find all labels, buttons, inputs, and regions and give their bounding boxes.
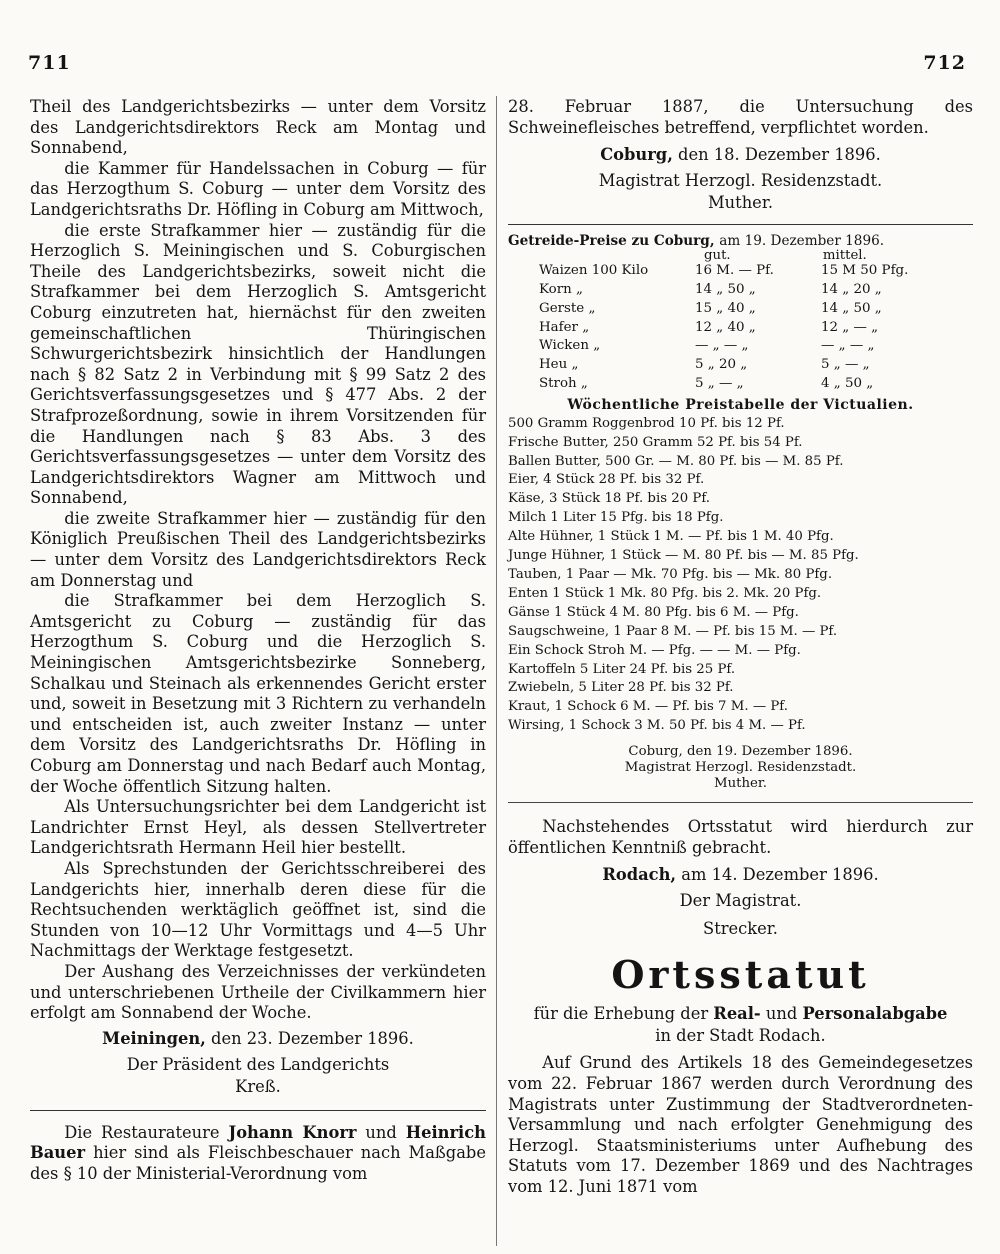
paragraph: 28. Februar 1887, die Untersuchung des Schweinefleisches betreffend, verpflichtet worden. (508, 97, 973, 137)
signature-name: Kreß. (235, 1076, 281, 1096)
person-names: Johann Knorr (228, 1122, 357, 1142)
ordinance-subtitle (508, 1003, 973, 1025)
signature-date: den 18. Dezember 1896. (678, 145, 881, 165)
person-names: Heinrich Bauer (30, 1122, 486, 1163)
signature-place: Meiningen, (102, 1028, 206, 1048)
text-run: Personalabgabe (802, 1004, 948, 1024)
grain-price-table (536, 262, 964, 394)
page-number-left: 711 (28, 52, 71, 74)
victual-price-line: Käse, 3 Stück 18 Pf. bis 20 Pf. (508, 491, 711, 507)
grain-price-title (508, 233, 973, 249)
paragraph: Als Untersuchungsrichter bei dem Landgericht ist Landrichter Ernst Heyl, als dessen Stellvertreter Landgerichtsrath Hermann Heil hier bestellt. (30, 797, 486, 858)
signature-body: Magistrat Herzogl. Residenzstadt. (598, 171, 883, 191)
grain-item: Wicken „ (539, 338, 601, 354)
price-medium: 12 „ — „ (821, 319, 879, 335)
price-medium: 5 „ — „ (821, 357, 870, 373)
text-run: hier sind als Fleischbeschauer nach Maßgabe des § 10 der Ministerial-Verordnung vom (30, 1143, 486, 1183)
text-run: und (365, 1122, 397, 1142)
signature-place: Rodach, (602, 865, 677, 885)
grain-price-row (536, 375, 964, 394)
left-column (30, 97, 486, 1185)
signature-place-date (30, 1028, 486, 1050)
ordinance-subtitle-line2: in der Stadt Rodach. (655, 1026, 826, 1046)
paragraph: Nachstehendes Ortsstatut wird hierdurch zur öffentlichen Kenntniß gebracht. (508, 817, 973, 857)
grain-price-row (536, 281, 964, 300)
price-medium: 15 M 50 Pfg. (821, 263, 909, 279)
victual-price-line: Ein Schock Stroh M. — Pfg. — — M. — Pfg. (508, 642, 801, 658)
victual-price-line: Milch 1 Liter 15 Pfg. bis 18 Pfg. (508, 510, 724, 526)
signature-date: den 23. Dezember 1896. (211, 1028, 414, 1048)
right-column (508, 97, 973, 1198)
text-run: Die Restaurateure (64, 1122, 220, 1142)
grain-price-row (536, 262, 964, 281)
signature-title: Der Präsident des Landgerichts (126, 1054, 390, 1074)
victual-price-line: Tauben, 1 Paar — Mk. 70 Pfg. bis — Mk. 80 Pfg. (508, 567, 833, 583)
page-number-right: 712 (923, 52, 966, 74)
victual-price-line: Enten 1 Stück 1 Mk. 80 Pfg. bis 2. Mk. 20 Pfg. (508, 585, 822, 601)
price-good: 5 „ — „ (695, 375, 744, 391)
victual-price-line: 500 Gramm Roggenbrod 10 Pf. bis 12 Pf. (508, 415, 785, 431)
grain-item: Waizen 100 Kilo (539, 263, 649, 279)
column-header-mittel: mittel. (822, 248, 867, 264)
ordinance-title: Ortsstatut (611, 952, 870, 998)
signature-date: am 14. Dezember 1896. (681, 865, 879, 885)
signature-name: Muther. (713, 776, 768, 792)
price-medium: 14 „ 50 „ (821, 300, 882, 316)
victual-price-line: Zwiebeln, 5 Liter 28 Pf. bis 32 Pf. (508, 680, 734, 696)
victual-price-line: Frische Butter, 250 Gramm 52 Pf. bis 54 Pf. (508, 434, 803, 450)
price-good: 12 „ 40 „ (695, 319, 756, 335)
grain-item: Stroh „ (539, 375, 588, 391)
paragraph: Als Sprechstunden der Gerichtsschreiberei des Landgerichts hier, innerhalb deren diese für die Rechtsuchenden werktäglich geöffnet ist, sind die Stunden von 10—12 Uhr Vormittags und 4—5 Uhr Nachmittags der Werktage festgesetzt. (30, 858, 486, 961)
signature-name: Muther. (708, 193, 773, 213)
victuals-table-title: Wöchentliche Preistabelle der Victualien. (567, 396, 914, 413)
paragraph: Theil des Landgerichtsbezirks — unter dem Vorsitz des Landgerichtsdirektors Reck am Montag und Sonnabend, (30, 97, 486, 158)
paragraph: die zweite Strafkammer hier — zuständig für den Königlich Preußischen Theil des Landgerichtsbezirks — unter dem Vorsitz des Landgerichtsdirektors Reck am Donnerstag und (30, 508, 486, 590)
grain-item: Hafer „ (539, 319, 590, 335)
text-run: für die Erhebung der (533, 1004, 709, 1024)
grain-item: Korn „ (539, 281, 583, 297)
price-medium: 14 „ 20 „ (821, 281, 882, 297)
price-good: 14 „ 50 „ (695, 281, 756, 297)
victual-price-line: Junge Hühner, 1 Stück — M. 80 Pf. bis — M. 85 Pfg. (508, 548, 859, 564)
victual-price-line: Kraut, 1 Schock 6 M. — Pf. bis 7 M. — Pf. (508, 699, 788, 715)
victual-price-line: Saugschweine, 1 Paar 8 M. — Pf. bis 15 M. — Pf. (508, 623, 838, 639)
grain-column-headers (704, 249, 973, 262)
victuals-list (508, 415, 973, 736)
signature-place-date (508, 864, 973, 886)
victual-price-line: Ballen Butter, 500 Gr. — M. 80 Pf. bis — M. 85 Pf. (508, 453, 844, 469)
paragraph: die Strafkammer bei dem Herzoglich S. Amtsgericht zu Coburg — zuständig für das Herzogthum S. Coburg und die Herzoglich S. Meiningischen Amtsgerichtsbezirke Sonneberg, Schalkau und Steinach als erkennendes Gericht erster und, soweit in Besetzung mit 3 Richtern zu verhandeln und entscheiden ist, auch zweiter Instanz — unter dem Vorsitz des Landgerichtsraths Dr. Höfling in Coburg am Donnerstag und nach Bedarf auch Montag, der Woche öffentlich Sitzung halten. (30, 591, 486, 796)
victual-price-line: Eier, 4 Stück 28 Pf. bis 32 Pf. (508, 472, 705, 488)
text-run: Real- (713, 1004, 761, 1024)
paragraph: Der Aushang des Verzeichnisses der verkündeten und unterschriebenen Urtheile der Civilkammern hier erfolgt am Sonnabend der Woche. (30, 961, 486, 1023)
paragraph: die erste Strafkammer hier — zuständig für die Herzoglich S. Meiningischen und S. Coburgischen Theile des Landgerichtsbezirks, soweit nicht die Strafkammer bei dem Herzoglich S. Amtsgericht Coburg einzutreten hat, hiernächst für den zweiten gemeinschaftlichen Thüringischen Schwurgerichtsbezirk hinsichtlich der Handlungen nach § 82 Satz 2 in Verbindung mit § 99 Satz 2 des Gerichtsverfassungsgesetzes und § 477 Abs. 2 der Strafprozeßordnung, sowie in ihrem Vorsitzenden für die Handlungen nach § 83 Abs. 3 des Gerichtsverfassungsgesetzes — unter dem Vorsitz des Landgerichtsdirektors Wagner am Mittwoch und Sonnabend, (30, 220, 486, 508)
grain-item: Gerste „ (539, 300, 596, 316)
victual-price-line: Wirsing, 1 Schock 3 M. 50 Pf. bis 4 M. — Pf. (508, 718, 806, 734)
section-rule (30, 1110, 486, 1111)
signature-body: Magistrat Herzogl. Residenzstadt. (624, 760, 857, 776)
grain-item: Heu „ (539, 357, 579, 373)
signature-place-date (508, 144, 973, 166)
victual-price-line: Kartoffeln 5 Liter 24 Pf. bis 25 Pf. (508, 661, 736, 677)
text-run: und (765, 1004, 798, 1024)
price-medium: 4 „ 50 „ (821, 375, 874, 391)
section-rule (508, 802, 973, 803)
paragraph: Auf Grund des Artikels 18 des Gemeindegesetzes vom 22. Februar 1867 werden durch Verordnung des Magistrats unter Zustimmung der Stadtverordneten-Versammlung und nach erfolgter Genehmigung des Herzogl. Staatsministeriums unter Aufhebung des Statuts vom 17. Dezember 1869 und des Nachtrages vom 12. Juni 1871 vom (508, 1053, 973, 1196)
column-header-gut: gut. (704, 248, 731, 264)
column-divider (496, 96, 497, 1246)
signature-line: Coburg, den 19. Dezember 1896. (628, 744, 853, 760)
signature-name: Strecker. (703, 919, 778, 939)
grain-price-row (536, 337, 964, 356)
grain-price-row (536, 356, 964, 375)
paragraph (30, 1123, 486, 1185)
price-good: 5 „ 20 „ (695, 357, 748, 373)
price-medium: — „ — „ (821, 338, 875, 354)
grain-price-row (536, 300, 964, 319)
section-rule (508, 224, 973, 225)
paragraph: die Kammer für Handelssachen in Coburg — für das Herzogthum S. Coburg — unter dem Vorsitz des Landgerichtsraths Dr. Höfling in Coburg am Mittwoch, (30, 158, 486, 219)
price-good: 15 „ 40 „ (695, 300, 756, 316)
price-good: — „ — „ (695, 338, 749, 354)
signature-place: Coburg, (600, 145, 673, 165)
grain-title-text: Getreide-Preise zu Coburg, (508, 233, 715, 250)
signature-body: Der Magistrat. (679, 891, 802, 911)
grain-title-date: am 19. Dezember 1896. (719, 233, 885, 250)
price-good: 16 M. — Pf. (695, 263, 774, 279)
grain-price-row (536, 319, 964, 338)
victual-price-line: Gänse 1 Stück 4 M. 80 Pfg. bis 6 M. — Pfg. (508, 604, 799, 620)
victual-price-line: Alte Hühner, 1 Stück 1 M. — Pf. bis 1 M. 40 Pfg. (508, 529, 834, 545)
